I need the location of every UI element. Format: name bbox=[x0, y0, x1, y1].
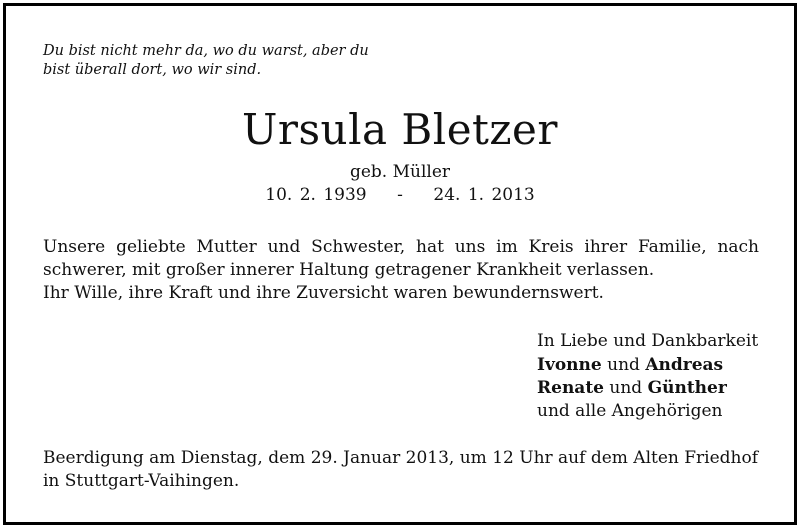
birth-name: geb. Müller bbox=[349, 162, 451, 182]
mourners-signature bbox=[537, 330, 758, 423]
life-dates bbox=[6, 184, 794, 206]
funeral-line-2: in Stuttgart-Vaihingen. bbox=[43, 471, 240, 491]
quote-line-2: bist überall dort, wo wir sind. bbox=[43, 62, 262, 78]
announcement-text bbox=[43, 236, 759, 305]
funeral-info bbox=[43, 447, 763, 493]
memorial-quote bbox=[43, 42, 369, 80]
mourners-couple-2 bbox=[537, 377, 758, 400]
deceased-name: Ursula Bletzer bbox=[242, 105, 558, 154]
quote-line-1: Du bist nicht mehr da, wo du warst, aber du bbox=[43, 43, 369, 59]
mourners-couple-1 bbox=[537, 354, 758, 377]
mourner-name: Andreas bbox=[645, 355, 724, 375]
date-separator: - bbox=[397, 185, 403, 205]
mourner-name: Ivonne bbox=[537, 355, 602, 375]
death-date: 24. 1. 2013 bbox=[433, 185, 535, 205]
announcement-line-1: Unsere geliebte Mutter und Schwester, hat uns im Kreis ihrer Familie, nach bbox=[43, 237, 759, 257]
announcement-line-3: Ihr Wille, ihre Kraft und ihre Zuversicht waren bewundernswert. bbox=[43, 283, 604, 303]
announcement-line-2: schwerer, mit großer innerer Haltung getragener Krankheit verlassen. bbox=[43, 260, 655, 280]
obituary-notice bbox=[3, 3, 797, 525]
funeral-line-1: Beerdigung am Dienstag, dem 29. Januar 2013, um 12 Uhr auf dem Alten Friedhof bbox=[43, 448, 759, 468]
birth-date: 10. 2. 1939 bbox=[265, 185, 367, 205]
conjunction: und bbox=[609, 378, 643, 398]
signature-intro: In Liebe und Dankbarkeit bbox=[537, 331, 759, 351]
other-relatives: und alle Angehörigen bbox=[537, 401, 723, 421]
mourner-name: Renate bbox=[537, 378, 604, 398]
mourner-name: Günther bbox=[647, 378, 727, 398]
conjunction: und bbox=[607, 355, 640, 375]
